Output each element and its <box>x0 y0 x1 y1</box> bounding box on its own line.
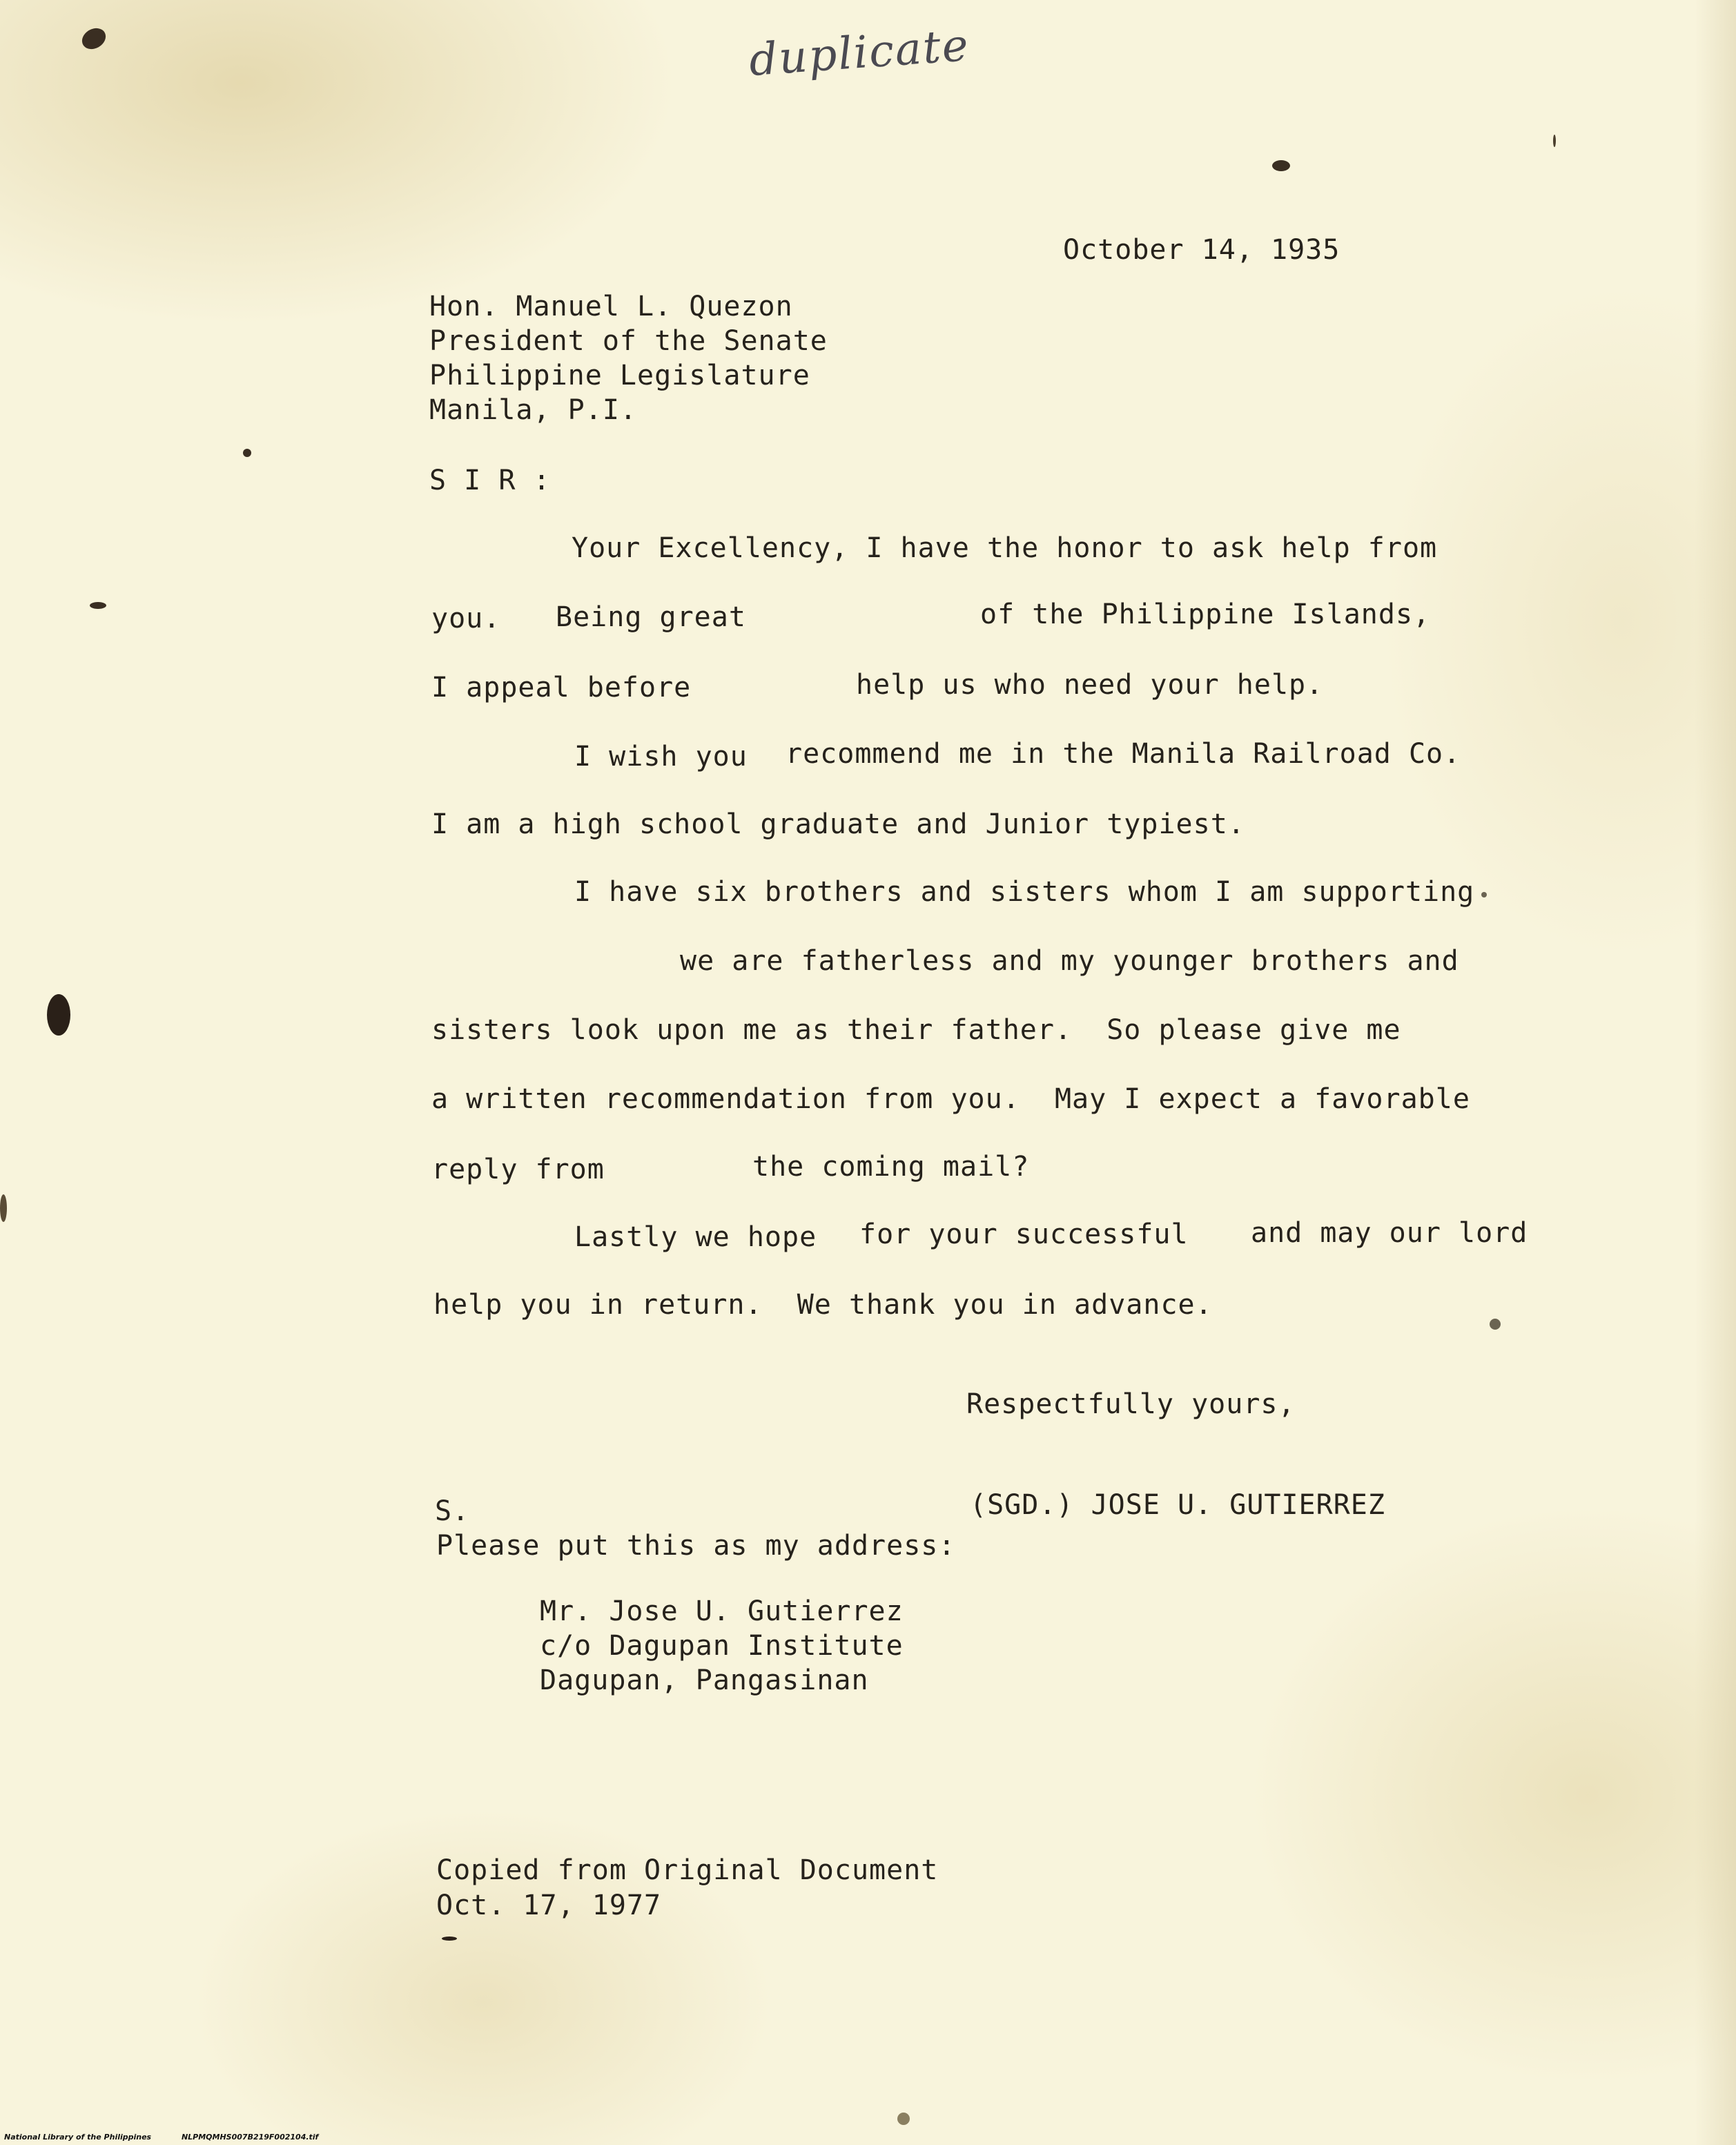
paper-edge-shadow <box>1695 0 1736 2145</box>
ink-spot <box>243 449 251 457</box>
recipient-line-3: Philippine Legislature <box>429 360 810 391</box>
archive-footer <box>0 2130 501 2145</box>
body-p1-line-2b: Being great <box>556 601 746 633</box>
ink-spot <box>90 602 106 609</box>
body-p1-line-1: Your Excellency, I have the honor to ask help from <box>572 532 1438 564</box>
address-line-1: Mr. Jose U. Gutierrez <box>540 1595 904 1627</box>
ink-spot <box>1490 1319 1501 1330</box>
body-p3-line-3: sisters look upon me as their father. So please give me <box>431 1014 1401 1046</box>
ink-spot <box>442 1937 457 1941</box>
body-p1-line-2a: you. <box>431 603 501 634</box>
salutation: S I R : <box>429 465 551 496</box>
ink-spot <box>1272 160 1290 171</box>
recipient-line-2: President of the Senate <box>429 325 828 357</box>
signature: (SGD.) JOSE U. GUTIERREZ <box>970 1489 1385 1521</box>
body-p2-line-1b: recommend me in the Manila Railroad Co. <box>786 738 1461 770</box>
address-line-2: c/o Dagupan Institute <box>540 1630 904 1662</box>
address-line-3: Dagupan, Pangasinan <box>540 1664 869 1696</box>
body-p3-line-2: we are fatherless and my younger brothers and <box>680 945 1459 977</box>
body-p1-line-2c: of the Philippine Islands, <box>980 599 1431 630</box>
body-p3-line-5a: reply from <box>431 1154 605 1185</box>
ink-spot <box>1481 892 1487 897</box>
file-id: NLPMQMHS007B219F002104.tif <box>181 2133 319 2142</box>
body-p3-line-4: a written recommendation from you. May I expect a favorable <box>431 1083 1470 1115</box>
address-note: Please put this as my address: <box>436 1530 956 1562</box>
body-p2-line-2: I am a high school graduate and Junior typiest. <box>431 808 1245 840</box>
letter-date: October 14, 1935 <box>1063 234 1340 266</box>
ink-spot <box>47 994 70 1036</box>
body-p4-line-2: help you in return. We thank you in advance. <box>433 1289 1213 1321</box>
ink-spot <box>897 2113 910 2125</box>
closing: Respectfully yours, <box>966 1388 1296 1420</box>
duplicate-annotation: duplicate <box>747 19 971 87</box>
copy-note-line-2: Oct. 17, 1977 <box>436 1890 662 1921</box>
body-p4-line-1b: for your successful <box>859 1219 1189 1250</box>
body-p1-line-3b: help us who need your help. <box>856 669 1324 701</box>
initial: S. <box>435 1495 470 1527</box>
recipient-line-1: Hon. Manuel L. Quezon <box>429 291 793 322</box>
body-p4-line-1c: and may our lord <box>1251 1217 1528 1249</box>
body-p3-line-5b: the coming mail? <box>752 1151 1030 1183</box>
recipient-line-4: Manila, P.I. <box>429 394 637 426</box>
copy-note-line-1: Copied from Original Document <box>436 1854 939 1886</box>
ink-spot <box>1553 135 1556 147</box>
body-p3-line-1: I have six brothers and sisters whom I am supporting <box>574 876 1475 908</box>
body-p2-line-1a: I wish you <box>574 741 748 773</box>
body-p4-line-1a: Lastly we hope <box>574 1221 817 1253</box>
ink-spot <box>0 1194 7 1222</box>
body-p1-line-3a: I appeal before <box>431 672 692 703</box>
library-name: National Library of the Philippines <box>4 2133 152 2142</box>
